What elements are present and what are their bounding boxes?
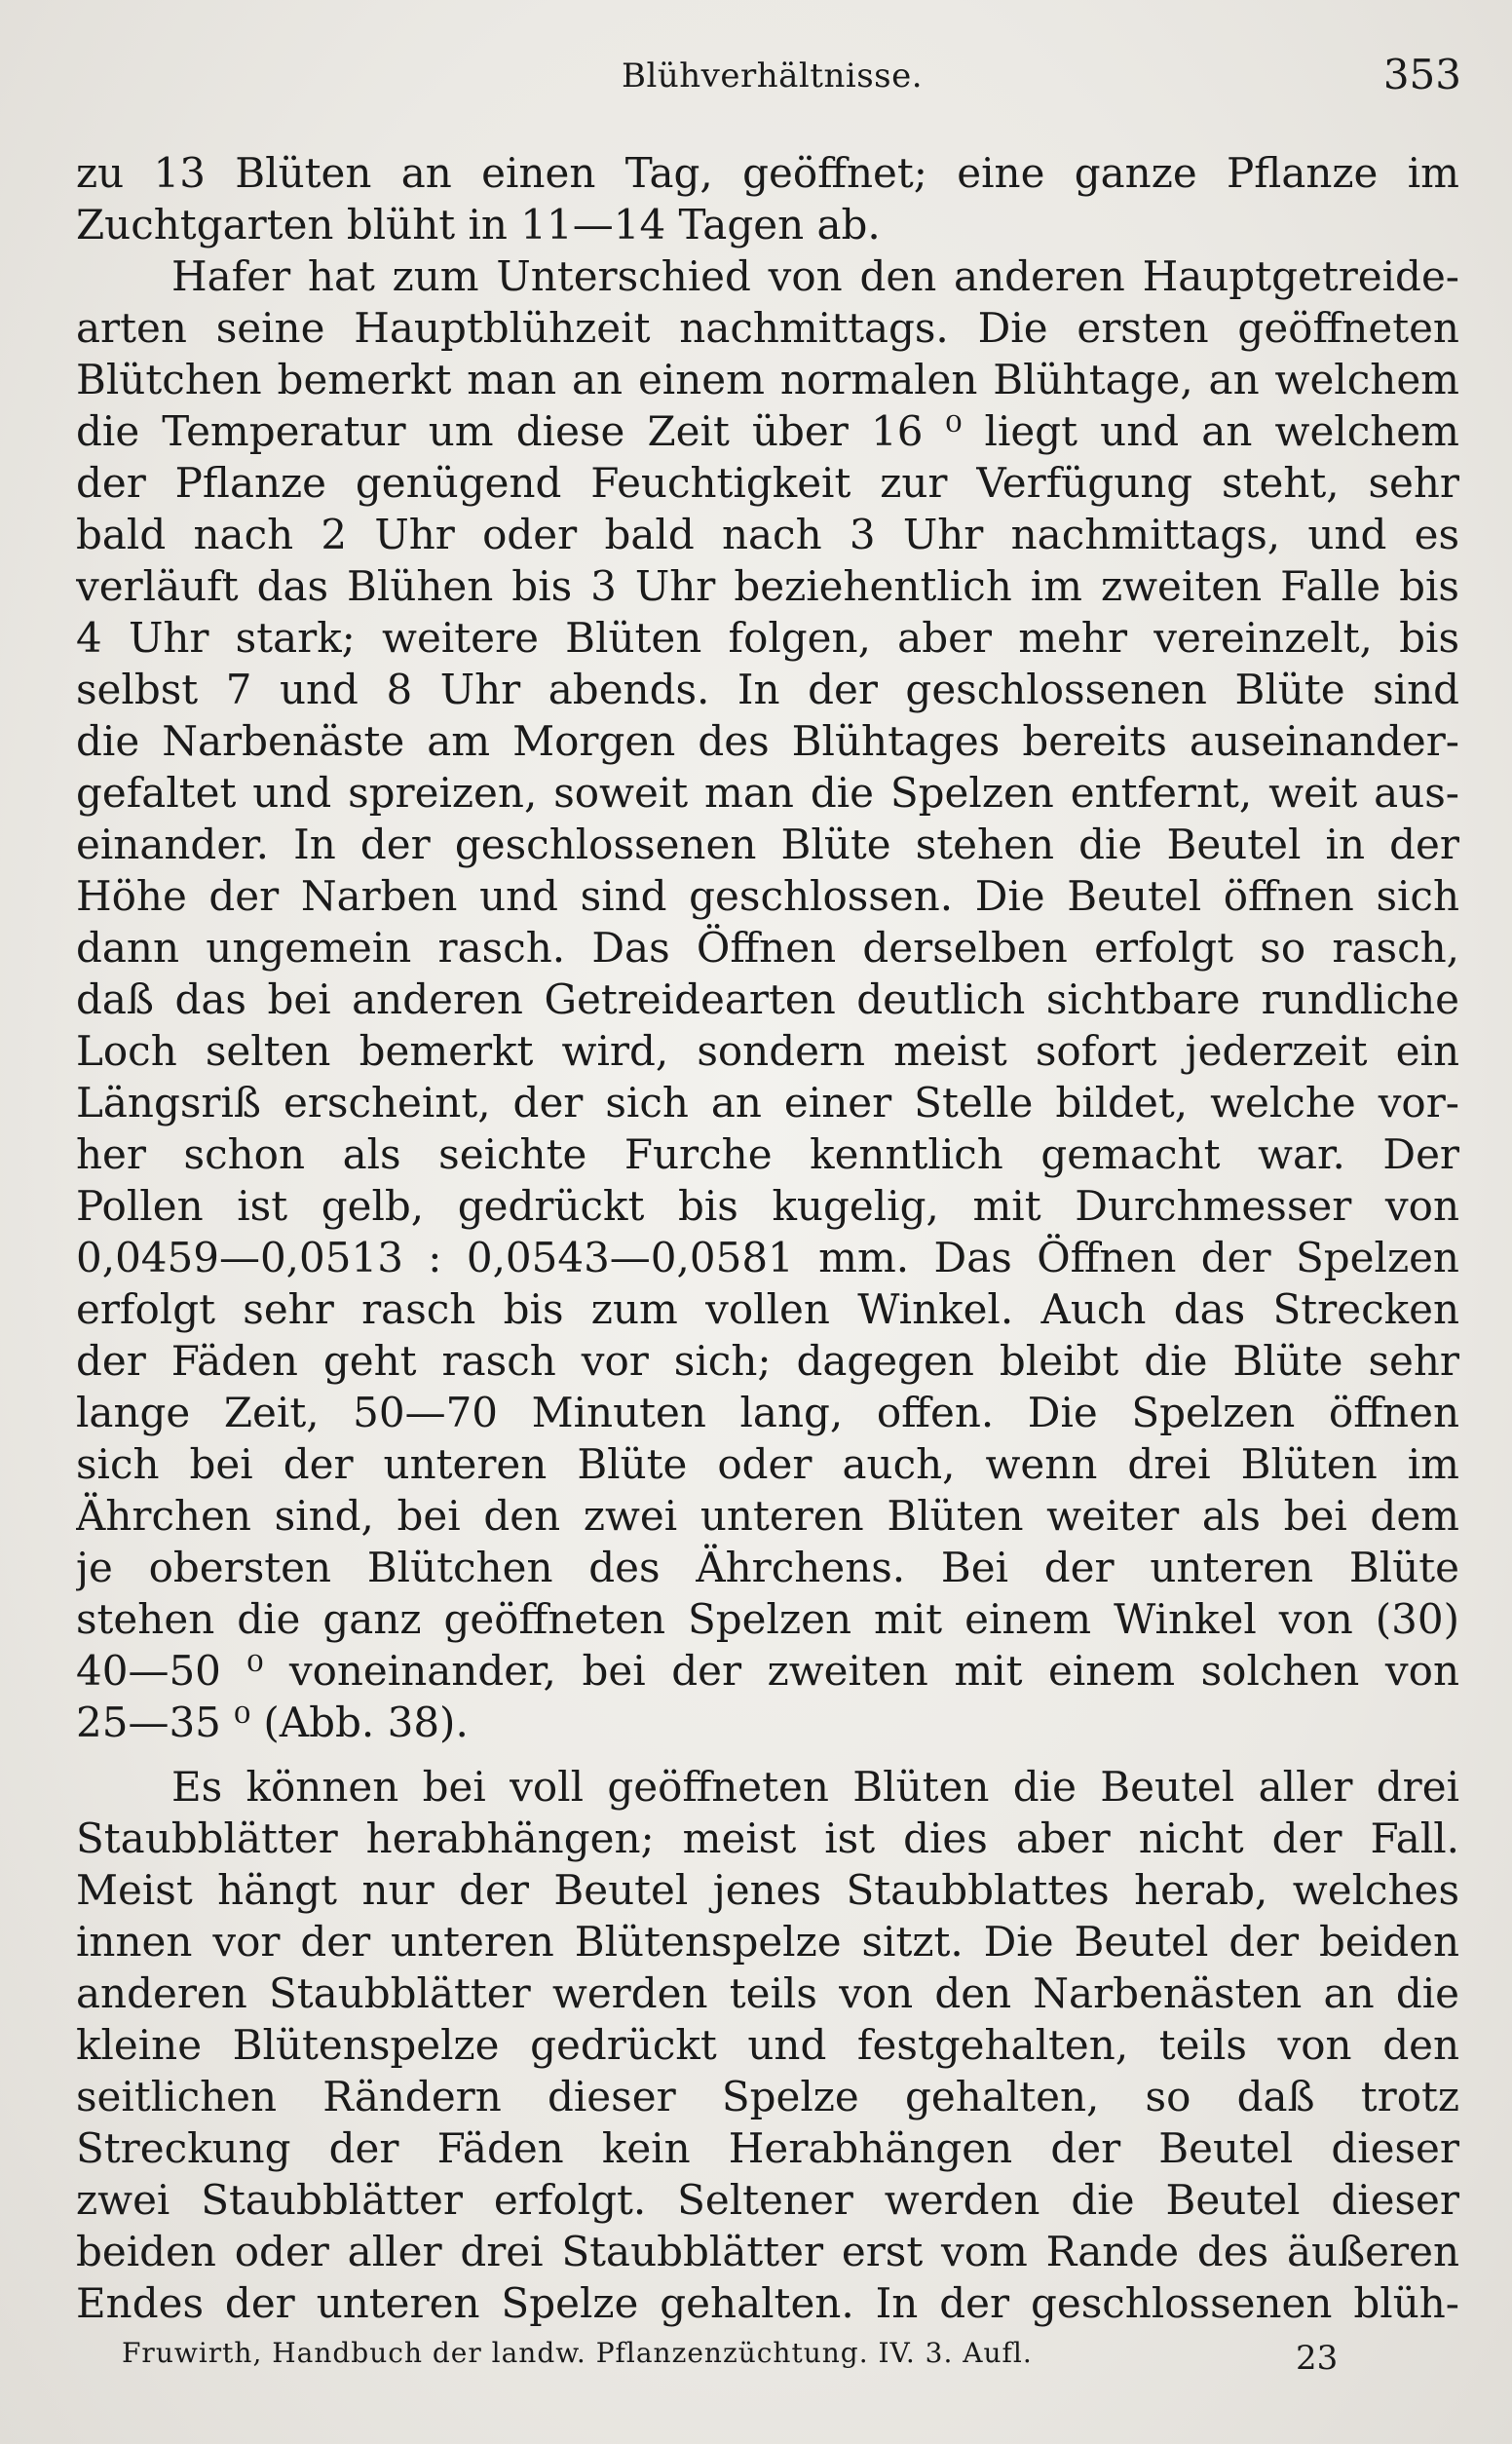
- text-line: Loch selten bemerkt wird, sondern meist sofort jederzeit ein: [76, 1027, 1459, 1075]
- signature-mark: 23: [1296, 2339, 1339, 2378]
- text-line: Höhe der Narben und sind geschlossen. Die Beutel öffnen sich: [76, 872, 1459, 920]
- text-line: Ährchen sind, bei den zwei unteren Blüten weiter als bei dem: [76, 1492, 1459, 1540]
- text-line: 40—50 ⁰ voneinander, bei der zweiten mit einem solchen von: [76, 1647, 1459, 1695]
- text-line: gefaltet und spreizen, soweit man die Spelzen entfernt, weit aus-: [76, 769, 1459, 817]
- text-line: einander. In der geschlossenen Blüte stehen die Beutel in der: [76, 821, 1459, 868]
- text-line: verläuft das Blühen bis 3 Uhr beziehentlich im zweiten Falle bis: [76, 562, 1459, 610]
- text-line: Es können bei voll geöffneten Blüten die Beutel aller drei: [171, 1763, 1459, 1811]
- text-line: Zuchtgarten blüht in 11—14 Tagen ab.: [76, 201, 881, 248]
- footer-source: Fruwirth, Handbuch der landw. Pflanzenzüchtung. IV. 3. Aufl.: [122, 2337, 1033, 2369]
- text-line: zu 13 Blüten an einen Tag, geöffnet; eine ganze Pflanze im: [76, 149, 1459, 197]
- text-line: zwei Staubblätter erfolgt. Seltener werden die Beutel dieser: [76, 2176, 1459, 2224]
- page-number: 353: [1382, 51, 1461, 98]
- text-line: her schon als seichte Furche kenntlich gemacht war. Der: [76, 1130, 1459, 1178]
- text-line: lange Zeit, 50—70 Minuten lang, offen. Die Spelzen öffnen: [76, 1389, 1459, 1436]
- text-line: arten seine Hauptblühzeit nachmittags. Die ersten geöffneten: [76, 304, 1459, 352]
- text-line: anderen Staubblätter werden teils von den Narbenästen an die: [76, 1969, 1459, 2017]
- text-line: je obersten Blütchen des Ährchens. Bei der unteren Blüte: [76, 1544, 1459, 1591]
- running-header: [76, 51, 1461, 105]
- text-line: sich bei der unteren Blüte oder auch, wenn drei Blüten im: [76, 1440, 1459, 1488]
- text-line: Meist hängt nur der Beutel jenes Staubblattes herab, welches: [76, 1866, 1459, 1914]
- text-line: Streckung der Fäden kein Herabhängen der Beutel dieser: [76, 2124, 1459, 2172]
- text-line: Hafer hat zum Unterschied von den anderen Hauptgetreide-: [171, 252, 1459, 300]
- text-line: 0,0459—0,0513 : 0,0543—0,0581 mm. Das Öffnen der Spelzen: [76, 1234, 1459, 1281]
- text-line: die Temperatur um diese Zeit über 16 ⁰ liegt und an welchem: [76, 407, 1459, 455]
- text-line: daß das bei anderen Getreidearten deutlich sichtbare rundliche: [76, 975, 1459, 1023]
- text-line: Staubblätter herabhängen; meist ist dies aber nicht der Fall.: [76, 1814, 1459, 1862]
- running-title: Blühverhältnisse.: [622, 57, 924, 95]
- text-line: der Pflanze genügend Feuchtigkeit zur Verfügung steht, sehr: [76, 459, 1459, 507]
- text-line: Endes der unteren Spelze gehalten. In der geschlossenen blüh-: [76, 2279, 1459, 2327]
- text-line: Blütchen bemerkt man an einem normalen Blühtage, an welchem: [76, 356, 1459, 403]
- text-line: bald nach 2 Uhr oder bald nach 3 Uhr nachmittags, und es: [76, 511, 1459, 558]
- text-line: der Fäden geht rasch vor sich; dagegen bleibt die Blüte sehr: [76, 1337, 1459, 1385]
- text-line: erfolgt sehr rasch bis zum vollen Winkel. Auch das Strecken: [76, 1285, 1459, 1333]
- text-line: innen vor der unteren Blütenspelze sitzt. Die Beutel der beiden: [76, 1918, 1459, 1966]
- text-line: seitlichen Rändern dieser Spelze gehalten, so daß trotz: [76, 2073, 1459, 2120]
- text-line: stehen die ganz geöffneten Spelzen mit einem Winkel von (30): [76, 1595, 1459, 1643]
- text-line: selbst 7 und 8 Uhr abends. In der geschlossenen Blüte sind: [76, 666, 1459, 713]
- text-line: Längsriß erscheint, der sich an einer Stelle bildet, welche vor-: [76, 1079, 1459, 1127]
- text-line: Pollen ist gelb, gedrückt bis kugelig, mit Durchmesser von: [76, 1182, 1459, 1230]
- text-line: die Narbenäste am Morgen des Blühtages bereits auseinander-: [76, 717, 1459, 765]
- text-line: kleine Blütenspelze gedrückt und festgehalten, teils von den: [76, 2021, 1459, 2069]
- text-line: dann ungemein rasch. Das Öffnen derselben erfolgt so rasch,: [76, 924, 1459, 972]
- text-line: beiden oder aller drei Staubblätter erst vom Rande des äußeren: [76, 2228, 1459, 2275]
- text-line: 25—35 ⁰ (Abb. 38).: [76, 1699, 469, 1746]
- text-line: 4 Uhr stark; weitere Blüten folgen, aber mehr vereinzelt, bis: [76, 614, 1459, 662]
